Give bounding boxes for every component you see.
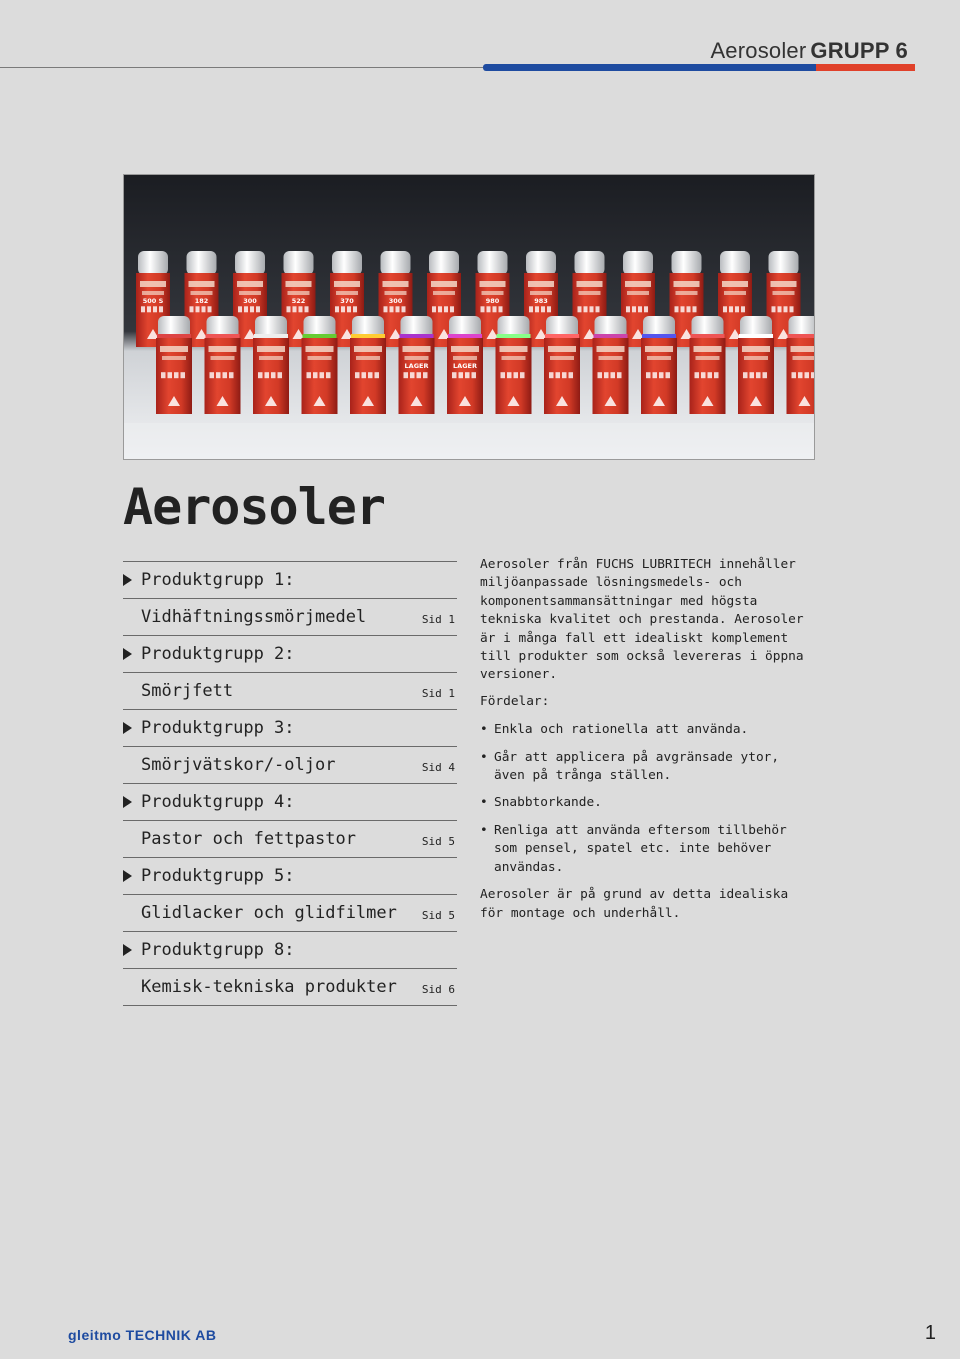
aerosol-can xyxy=(399,316,435,414)
triangle-bullet-icon xyxy=(123,944,132,956)
group-name: Kemisk-tekniska produkter xyxy=(141,977,397,997)
group-heading: Produktgrupp 2: xyxy=(141,644,295,664)
group-name: Vidhäftningssmörjmedel xyxy=(141,607,367,627)
page-number: 1 xyxy=(924,1322,936,1344)
can-label: 182 xyxy=(194,297,209,305)
triangle-bullet-icon xyxy=(123,870,132,882)
toc-row xyxy=(123,672,457,709)
can-label: 300 xyxy=(243,297,257,305)
aerosol-can xyxy=(350,316,386,414)
page-reference: Sid 5 xyxy=(421,909,455,922)
product-photo xyxy=(123,174,815,460)
footer-brand: gleitmo TECHNIK AB xyxy=(68,1327,217,1343)
aerosol-can xyxy=(302,316,338,414)
aerosol-cans-image xyxy=(124,175,814,459)
toc-row xyxy=(123,857,457,894)
page-reference: Sid 1 xyxy=(421,613,455,626)
toc-row xyxy=(123,709,457,746)
can-label: 300 xyxy=(388,297,403,305)
aerosol-can xyxy=(447,316,483,414)
toc-row xyxy=(123,635,457,672)
page-title: Aerosoler xyxy=(123,478,385,536)
aerosol-can xyxy=(496,316,532,414)
page-reference: Sid 5 xyxy=(421,835,455,848)
header-accent-red xyxy=(816,64,915,71)
triangle-bullet-icon xyxy=(123,574,132,586)
triangle-bullet-icon xyxy=(123,648,132,660)
toc-row xyxy=(123,894,457,931)
running-header xyxy=(710,38,908,64)
group-name: Smörjvätskor/-oljor xyxy=(141,755,336,775)
advantages-heading: Fördelar: xyxy=(480,693,550,709)
header-rule xyxy=(0,67,485,68)
aerosol-can xyxy=(593,316,629,414)
page-reference: Sid 1 xyxy=(421,687,455,700)
header-section: Aerosoler xyxy=(710,38,807,63)
aerosol-can xyxy=(787,316,815,414)
toc-row xyxy=(123,783,457,820)
aerosol-can xyxy=(156,316,192,414)
group-name: Glidlacker och glidfilmer xyxy=(141,903,397,923)
page-reference: Sid 6 xyxy=(421,983,455,996)
conclusion-paragraph: Aerosoler är på grund av detta idealiska för montage och underhåll. xyxy=(480,887,789,921)
advantage-item: • Snabbtorkande. xyxy=(480,794,815,812)
header-group: GRUPP 6 xyxy=(810,38,908,63)
description-column xyxy=(480,556,815,923)
group-heading: Produktgrupp 1: xyxy=(141,570,295,590)
aerosol-can xyxy=(641,316,677,414)
toc-row xyxy=(123,968,457,1006)
can-label: 980 xyxy=(485,297,500,305)
can-label: LAGER xyxy=(453,362,477,370)
can-label: 522 xyxy=(291,297,306,305)
group-heading: Produktgrupp 3: xyxy=(141,718,295,738)
aerosol-can xyxy=(205,316,241,414)
aerosol-can xyxy=(544,316,580,414)
can-label: 370 xyxy=(340,297,354,305)
triangle-bullet-icon xyxy=(123,796,132,808)
advantages-list xyxy=(480,721,815,877)
toc-row xyxy=(123,820,457,857)
can-label: LAGER xyxy=(404,362,429,370)
header-accent-blue xyxy=(483,64,816,71)
page-reference: Sid 4 xyxy=(421,761,455,774)
toc-row xyxy=(123,931,457,968)
aerosol-can xyxy=(253,316,289,414)
toc-row xyxy=(123,746,457,783)
triangle-bullet-icon xyxy=(123,722,132,734)
intro-paragraph: Aerosoler från FUCHS LUBRITECH innehåller miljöanpassade lösningsmedels- och komponentsammansättningar med högsta tekniska kvalitet och prestanda. Aerosoler är i många fall ett idealiskt komplement till produkter som också levereras i öppna versioner. xyxy=(480,557,804,683)
advantage-item: • Renliga att använda eftersom tillbehör som pensel, spatel etc. inte behöver användas. xyxy=(480,822,815,877)
aerosol-can xyxy=(738,316,774,414)
group-heading: Produktgrupp 8: xyxy=(141,940,295,960)
group-name: Pastor och fettpastor xyxy=(141,829,356,849)
group-name: Smörjfett xyxy=(141,681,234,701)
group-heading: Produktgrupp 5: xyxy=(141,866,295,886)
can-label: 983 xyxy=(534,297,548,305)
product-group-list xyxy=(123,561,457,1006)
toc-row xyxy=(123,561,457,598)
aerosol-can xyxy=(690,316,726,414)
advantage-item: • Enkla och rationella att använda. xyxy=(480,721,815,739)
can-label: 500 S xyxy=(142,297,164,305)
advantage-item: • Går att applicera på avgränsade ytor, även på trånga ställen. xyxy=(480,749,815,786)
toc-row xyxy=(123,598,457,635)
group-heading: Produktgrupp 4: xyxy=(141,792,295,812)
